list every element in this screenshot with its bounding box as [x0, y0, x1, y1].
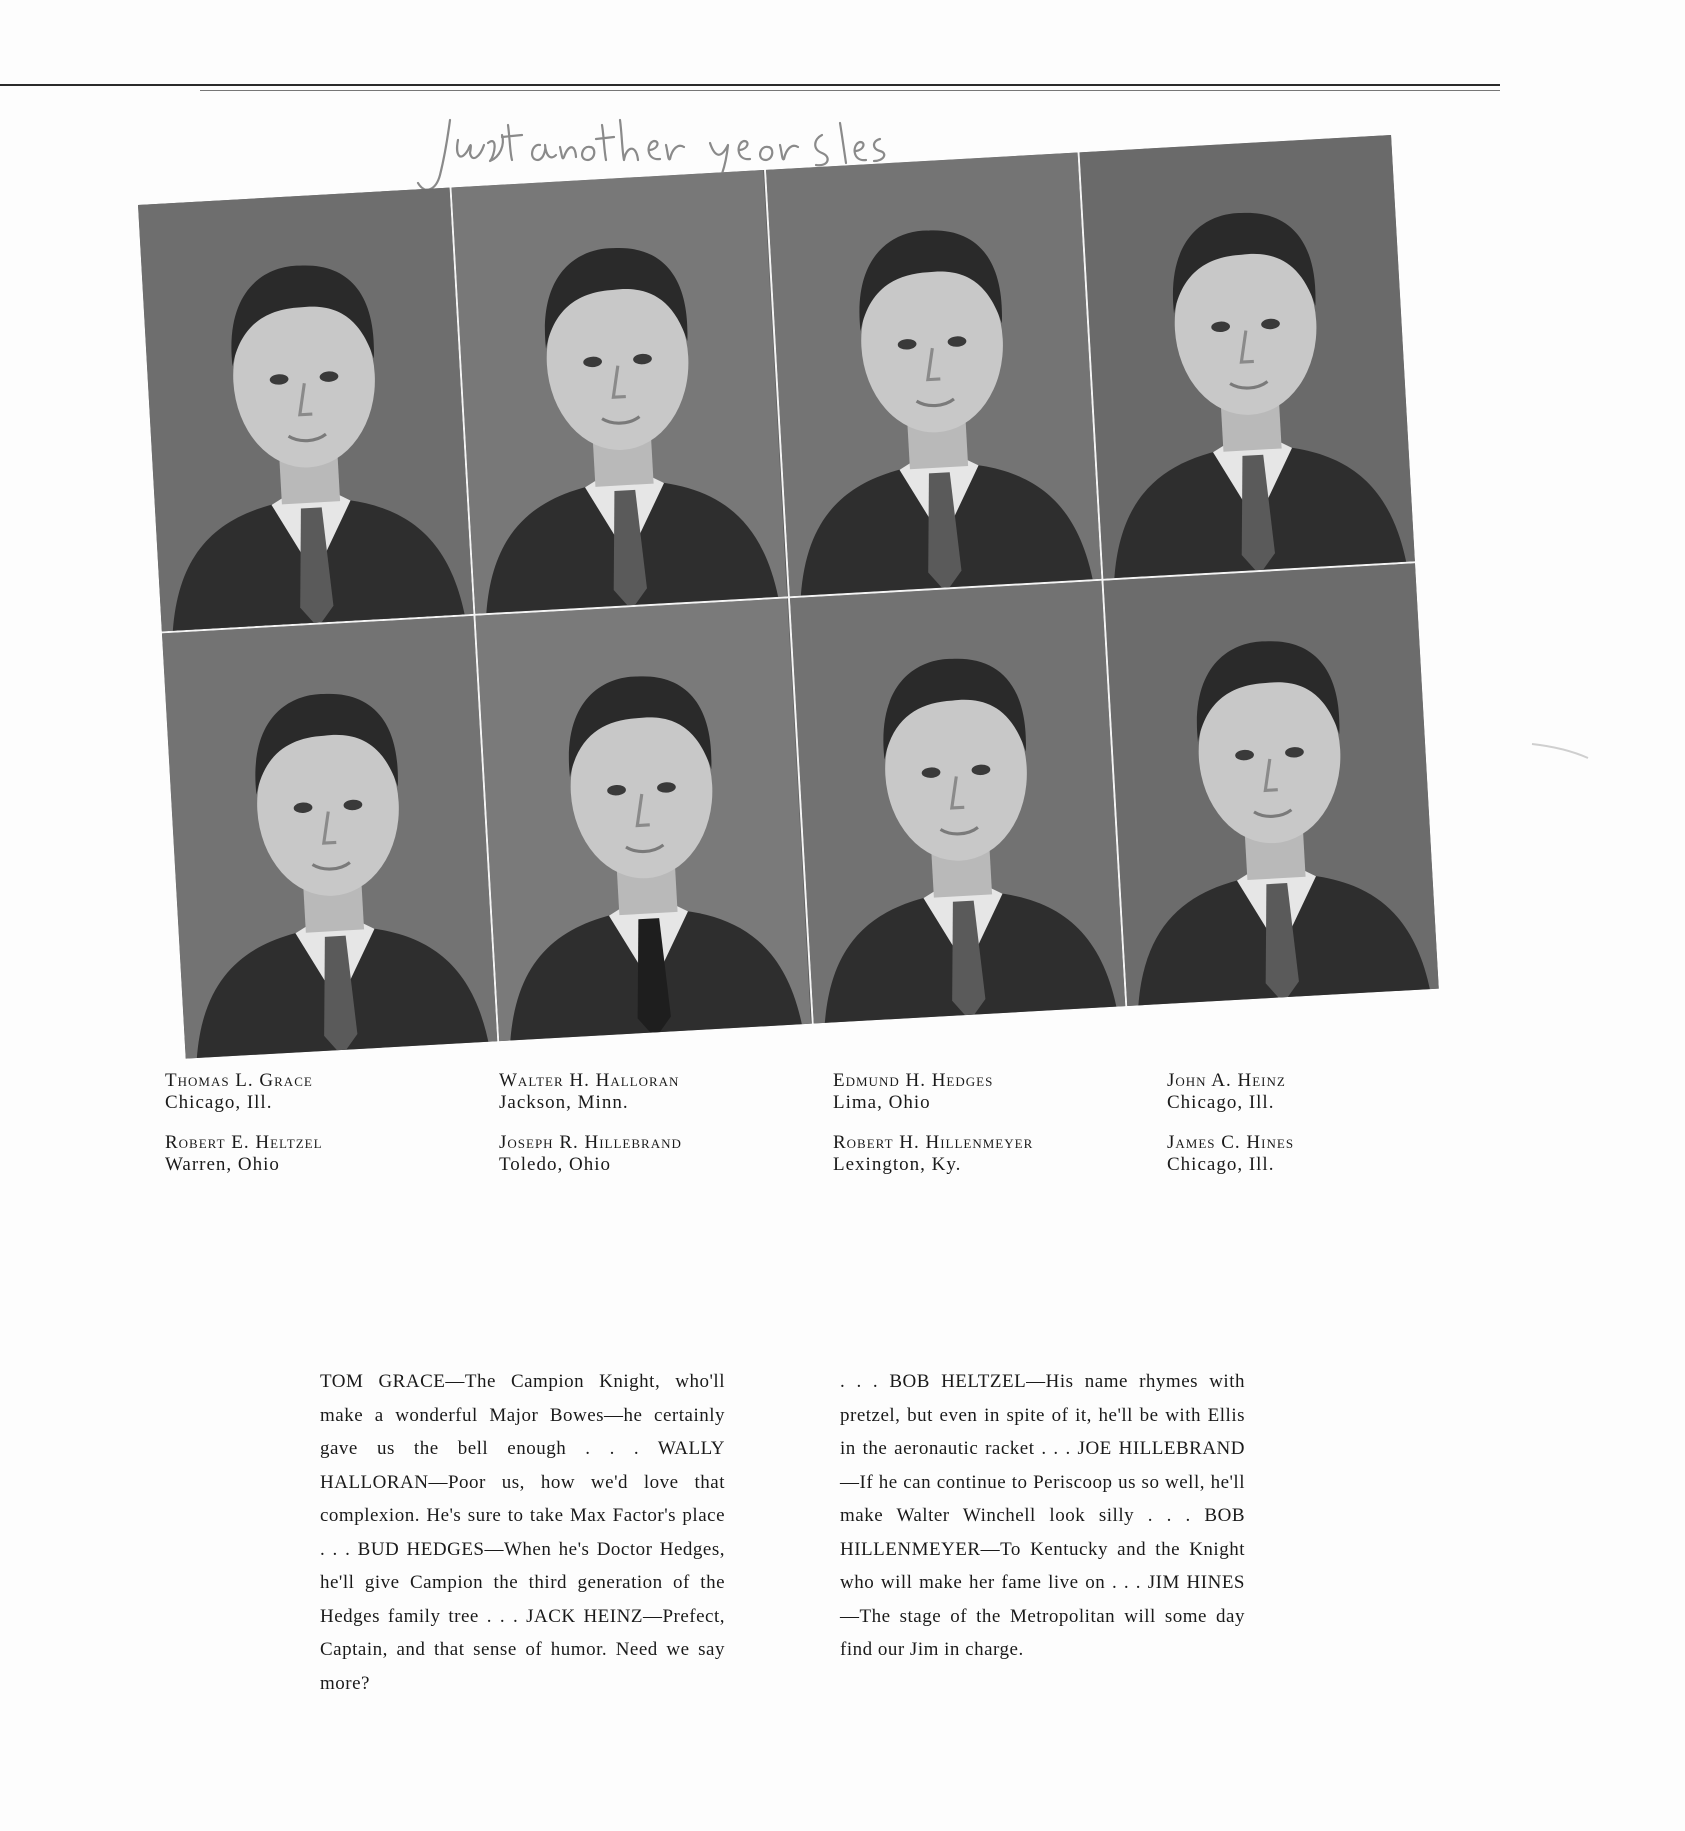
- student-name: Thomas L. Grace: [165, 1070, 313, 1091]
- portrait-photo: [138, 188, 474, 631]
- portrait-silhouette: [789, 580, 1125, 1023]
- portrait-silhouette: [476, 598, 812, 1041]
- portrait-silhouette: [1103, 563, 1439, 1006]
- student-caption: [499, 1070, 833, 1114]
- portrait-photo: [1103, 563, 1439, 1006]
- portrait-photo: [766, 152, 1102, 595]
- student-hometown: Chicago, Ill.: [1167, 1092, 1275, 1113]
- student-name-list: [165, 1070, 1365, 1176]
- portrait-grid: [138, 135, 1439, 1059]
- student-name: Robert E. Heltzel: [165, 1132, 323, 1153]
- portrait-silhouette: [452, 170, 788, 613]
- scan-artifact-mark: [1530, 740, 1590, 760]
- student-caption: [1167, 1070, 1387, 1114]
- page-top-rule: [0, 84, 1500, 86]
- student-hometown: Chicago, Ill.: [1167, 1154, 1275, 1175]
- write-up-left-column: TOM GRACE—The Campion Knight, who'll make a wonderful Major Bowes—he certainly gave us the bell enough . . . WALLY HALLORAN—Poor us, how we'd love that complexion. He's sure to take Max Factor's place . . . BUD HEDGES—When he's Doctor Hedges, he'll give Campion the third generation of the Hedges family tree . . . JACK HEINZ—Prefect, Captain, and that sense of humor. Need we say more?: [320, 1371, 725, 1694]
- write-up-right-column: . . . BOB HELTZEL—His name rhymes with pretzel, but even in spite of it, he'll be with Ellis in the aeronautic racket . . . JOE HILLEBRAND—If he can continue to Periscoop us so well, he'll make Walter Winchell look silly . . . BOB HILLENMEYER—To Kentucky and the Knight who will make her fame live on . . . JIM HINES—The stage of the Metropolitan will some day find our Jim in charge.: [840, 1371, 1245, 1660]
- student-hometown: Jackson, Minn.: [499, 1092, 629, 1113]
- student-caption: [833, 1070, 1167, 1114]
- portrait-silhouette: [138, 188, 474, 631]
- student-caption: [1167, 1132, 1387, 1176]
- portrait-photo: [452, 170, 788, 613]
- student-caption: [165, 1070, 499, 1114]
- student-hometown: Lexington, Ky.: [833, 1154, 962, 1175]
- student-caption: [165, 1132, 499, 1176]
- student-name: Walter H. Halloran: [499, 1070, 680, 1091]
- portrait-silhouette: [766, 152, 1102, 595]
- page-top-rule-shadow: [200, 90, 1500, 91]
- student-hometown: Warren, Ohio: [165, 1154, 280, 1175]
- portrait-silhouette: [162, 615, 498, 1058]
- student-name: Edmund H. Hedges: [833, 1070, 994, 1091]
- student-caption: [499, 1132, 833, 1176]
- portrait-photo: [476, 598, 812, 1041]
- student-hometown: Lima, Ohio: [833, 1092, 931, 1113]
- student-name: Joseph R. Hillebrand: [499, 1132, 682, 1153]
- student-name: James C. Hines: [1167, 1132, 1295, 1153]
- student-caption: [833, 1132, 1167, 1176]
- student-hometown: Chicago, Ill.: [165, 1092, 273, 1113]
- student-hometown: Toledo, Ohio: [499, 1154, 611, 1175]
- student-name: Robert H. Hillenmeyer: [833, 1132, 1034, 1153]
- portrait-photo: [1079, 135, 1415, 578]
- portrait-silhouette: [1079, 135, 1415, 578]
- portrait-photo: [789, 580, 1125, 1023]
- portrait-photo: [162, 615, 498, 1058]
- student-name: John A. Heinz: [1167, 1070, 1286, 1091]
